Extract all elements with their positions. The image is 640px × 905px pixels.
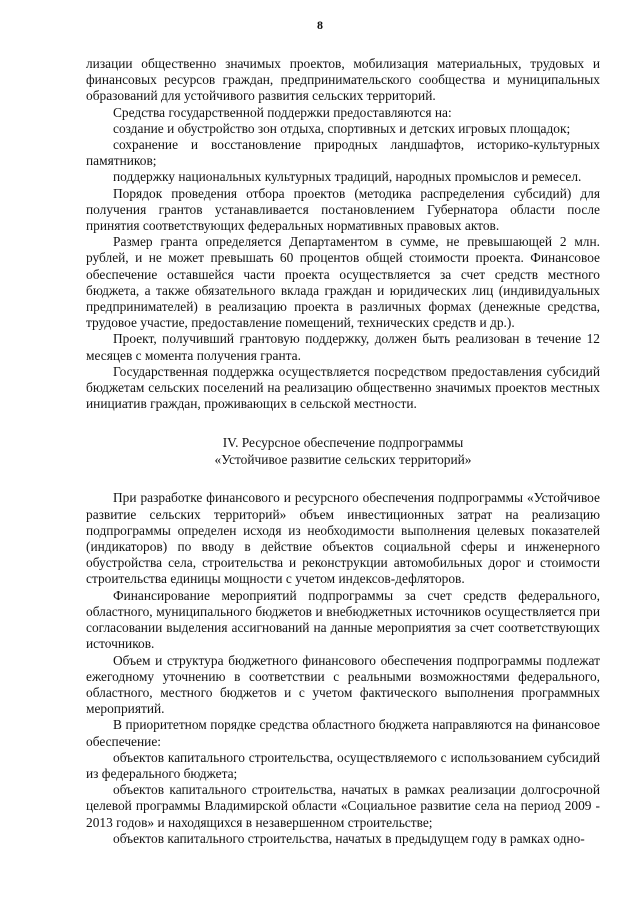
paragraph: Проект, получивший грантовую поддержку, должен быть реализован в течение 12 месяцев с момента получения гранта.: [86, 331, 600, 363]
paragraph: поддержку национальных культурных традиций, народных промыслов и ремесел.: [113, 169, 582, 185]
section-heading-line: «Устойчивое развитие сельских территорий»: [214, 452, 472, 468]
paragraph: объектов капитального строительства, начатых в предыдущем году в рамках одно-: [113, 830, 585, 846]
section-heading: [86, 434, 600, 468]
section-heading-line: IV. Ресурсное обеспечение подпрограммы: [222, 435, 464, 451]
paragraph: сохранение и восстановление природных ландшафтов, историко-культурных памятников;: [86, 137, 600, 169]
paragraph: Средства государственной поддержки предоставляются на:: [113, 104, 452, 120]
paragraph: Финансирование мероприятий подпрограммы за счет средств федерального, областного, муниципального бюджетов и внебюджетных источников осуществляется при согласовании выделения ассигнований на данные мероприятия за счет соответствующих источников.: [86, 587, 600, 652]
paragraph: объектов капитального строительства, начатых в рамках реализации долгосрочной целевой программы Владимирской области «Социальное развитие села на период 2009 - 2013 годов» и находящихся в незавершенном строительстве;: [86, 782, 600, 830]
paragraph: создание и обустройство зон отдыха, спортивных и детских игровых площадок;: [113, 120, 571, 136]
paragraph: Государственная поддержка осуществляется посредством предоставления субсидий бюджетам сельских поселений на реализацию общественно значимых проектов местных инициатив граждан, проживающих в сельской местности.: [86, 363, 600, 412]
paragraph: В приоритетном порядке средства областного бюджета направляются на финансовое обеспечение:: [86, 717, 600, 749]
body-text: [86, 56, 600, 847]
paragraph: Размер гранта определяется Департаментом в сумме, не превышающей 2 млн. рублей, и не может превышать 60 процентов общей стоимости проекта. Финансовое обеспечение оставшейся части проекта осуществляется за счет средств местного бюджета, а также обязательного вклада граждан и юридических лиц (индивидуальных предпринимателей) в реализацию проекта в различных формах (денежные средства, трудовое участие, предоставление помещений, технических средств и др.).: [86, 234, 600, 331]
paragraph: объектов капитального строительства, осуществляемого с использованием субсидий из федерального бюджета;: [86, 749, 600, 781]
paragraph: Порядок проведения отбора проектов (методика распределения субсидий) для получения грантов устанавливается постановлением Губернатора области после принятия соответствующих федеральных нормативных правовых актов.: [86, 185, 600, 234]
paragraph: При разработке финансового и ресурсного обеспечения подпрограммы «Устойчивое развитие сельских территорий» объем инвестиционных затрат на реализацию подпрограммы определен исходя из необходимости выполнения целевых показателей (индикаторов) по вводу в действие объектов социальной сферы и инженерного обустройства села, строительства и реконструкции автомобильных дорог и стоимости строительства единицы мощности с учетом индексов-дефляторов.: [86, 490, 600, 587]
page-number: 8: [317, 18, 323, 32]
paragraph: лизации общественно значимых проектов, мобилизация материальных, трудовых и финансовых ресурсов граждан, предпринимательского сообщества и муниципальных образований для устойчивого развития сельских территорий.: [86, 56, 600, 104]
paragraph: Объем и структура бюджетного финансового обеспечения подпрограммы подлежат ежегодному уточнению в соответствии с реальными возможностями федерального, областного, местного бюджетов и с учетом фактического выполнения программных мероприятий.: [86, 652, 600, 717]
